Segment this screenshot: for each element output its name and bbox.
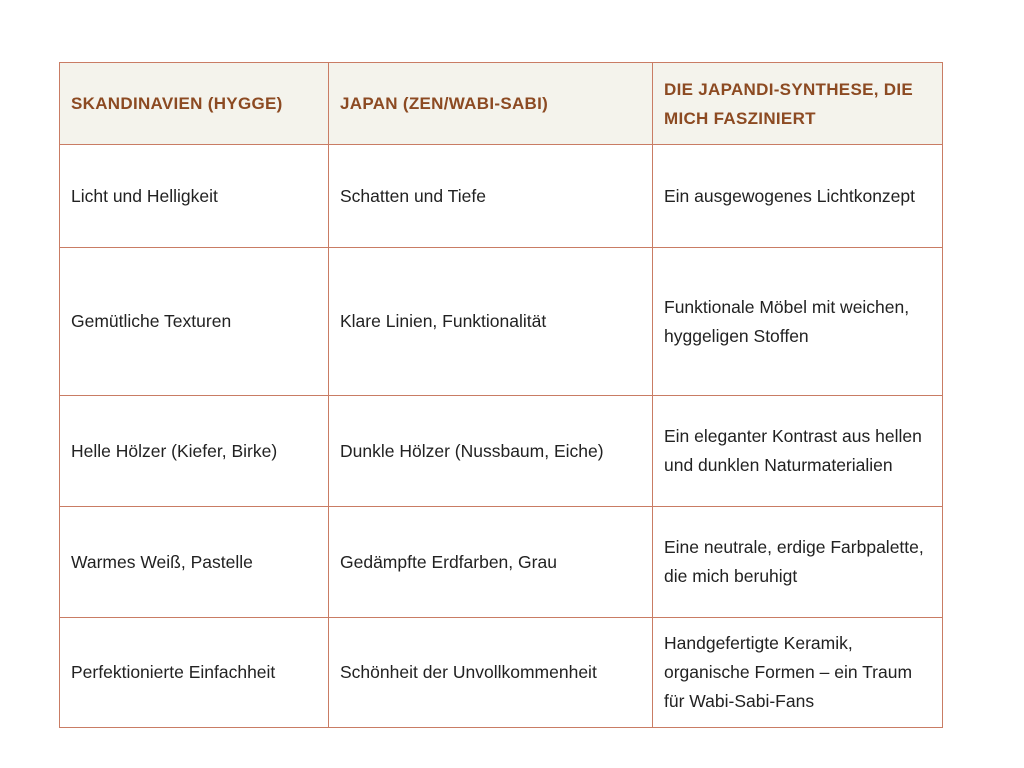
cell-japan: Schatten und Tiefe <box>329 145 653 248</box>
cell-japan: Dunkle Hölzer (Nussbaum, Eiche) <box>329 396 653 507</box>
cell-scandinavia: Licht und Helligkeit <box>60 145 329 248</box>
cell-synthesis: Ein eleganter Kontrast aus hellen und dunklen Naturmaterialien <box>653 396 943 507</box>
cell-scandinavia: Gemütliche Texturen <box>60 248 329 396</box>
table-row <box>60 618 943 728</box>
cell-japan: Gedämpfte Erdfarben, Grau <box>329 507 653 618</box>
table-row <box>60 507 943 618</box>
header-japandi-synthesis: DIE JAPANDI-SYNTHESE, DIE MICH FASZINIERT <box>653 63 943 145</box>
cell-synthesis: Eine neutrale, erdige Farbpalette, die mich beruhigt <box>653 507 943 618</box>
table-row <box>60 396 943 507</box>
header-row <box>60 63 943 145</box>
table-row <box>60 248 943 396</box>
cell-scandinavia: Warmes Weiß, Pastelle <box>60 507 329 618</box>
cell-synthesis: Funktionale Möbel mit weichen, hyggeligen Stoffen <box>653 248 943 396</box>
header-japan: JAPAN (ZEN/WABI-SABI) <box>329 63 653 145</box>
cell-japan: Klare Linien, Funktionalität <box>329 248 653 396</box>
table-row <box>60 145 943 248</box>
cell-synthesis: Handgefertigte Keramik, organische Formen – ein Traum für Wabi-Sabi-Fans <box>653 618 943 728</box>
header-scandinavia: SKANDINAVIEN (HYGGE) <box>60 63 329 145</box>
cell-synthesis: Ein ausgewogenes Lichtkonzept <box>653 145 943 248</box>
cell-scandinavia: Helle Hölzer (Kiefer, Birke) <box>60 396 329 507</box>
comparison-table <box>59 62 943 728</box>
cell-japan: Schönheit der Unvollkommenheit <box>329 618 653 728</box>
cell-scandinavia: Perfektionierte Einfachheit <box>60 618 329 728</box>
